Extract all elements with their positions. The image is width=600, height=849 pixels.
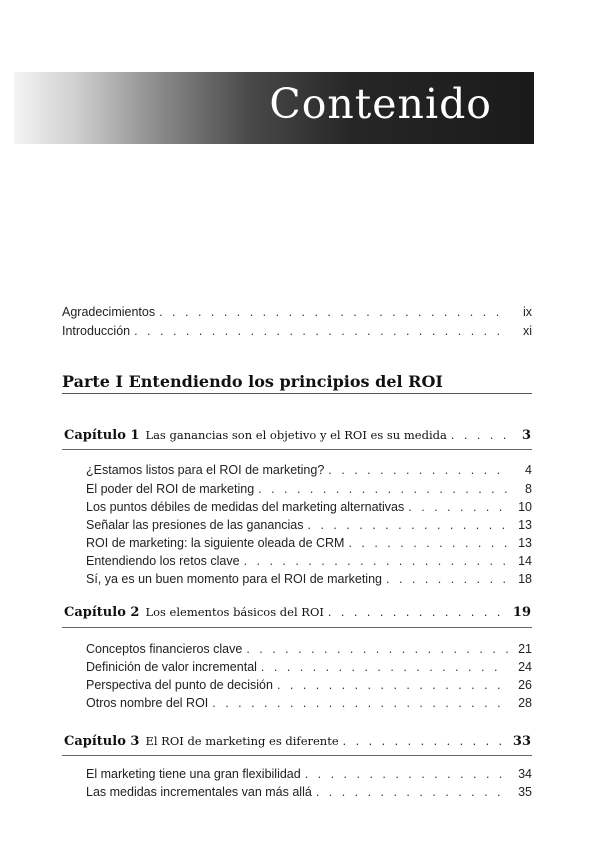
section-title: Sí, ya es un buen momento para el ROI de marketing xyxy=(86,572,382,586)
dot-leader xyxy=(408,500,508,514)
dot-leader xyxy=(343,735,507,748)
toc-section xyxy=(86,660,532,674)
section-page: 13 xyxy=(518,536,532,550)
toc-entry-acknowledgements xyxy=(62,305,532,319)
part-divider xyxy=(62,393,532,394)
chapter-page: 33 xyxy=(512,734,531,749)
dot-leader xyxy=(328,606,507,619)
section-page: 35 xyxy=(518,785,532,799)
chapter-page: 3 xyxy=(521,428,531,443)
chapter-page: 19 xyxy=(512,605,531,620)
section-page: 24 xyxy=(518,660,532,674)
section-title: Conceptos financieros clave xyxy=(86,642,243,656)
section-title: ROI de marketing: la siguiente oleada de CRM xyxy=(86,536,345,550)
page-title: Contenido xyxy=(269,80,492,128)
toc-section xyxy=(86,785,532,799)
chapter-3-heading xyxy=(64,734,531,749)
section-page: 10 xyxy=(518,500,532,514)
dot-leader xyxy=(246,642,508,656)
section-title: ¿Estamos listos para el ROI de marketing? xyxy=(86,463,325,477)
toc-section xyxy=(86,518,532,532)
part-heading: Parte I Entendiendo los principios del ROI xyxy=(62,372,443,391)
section-title: El marketing tiene una gran flexibilidad xyxy=(86,767,301,781)
section-page: 8 xyxy=(525,482,532,496)
toc-section xyxy=(86,767,532,781)
title-banner xyxy=(14,72,534,144)
section-page: 13 xyxy=(518,518,532,532)
toc-section xyxy=(86,500,532,514)
section-title: Perspectiva del punto de decisión xyxy=(86,678,273,692)
dot-leader xyxy=(261,660,508,674)
toc-section xyxy=(86,482,532,496)
toc-entry-introduction xyxy=(62,324,532,338)
toc-section xyxy=(86,536,532,550)
dot-leader xyxy=(308,518,509,532)
section-title: Otros nombre del ROI xyxy=(86,696,209,710)
chapter-number: Capítulo 2 xyxy=(64,605,140,620)
chapter-number: Capítulo 3 xyxy=(64,734,140,749)
toc-entry-title: Introducción xyxy=(62,324,131,338)
chapter-title: Los elementos básicos del ROI xyxy=(145,605,324,619)
chapter-title: El ROI de marketing es diferente xyxy=(145,734,339,748)
dot-leader xyxy=(348,536,508,550)
chapter-title: Las ganancias son el objetivo y el ROI es su medida xyxy=(145,428,447,442)
dot-leader xyxy=(212,696,508,710)
chapter-2-heading xyxy=(64,605,531,620)
toc-section xyxy=(86,572,532,586)
chapter-number: Capítulo 1 xyxy=(64,428,140,443)
section-page: 14 xyxy=(518,554,532,568)
section-page: 34 xyxy=(518,767,532,781)
dot-leader xyxy=(386,572,508,586)
chapter-divider xyxy=(62,627,532,628)
dot-leader xyxy=(244,554,508,568)
toc-section xyxy=(86,554,532,568)
dot-leader xyxy=(134,324,508,338)
toc-section xyxy=(86,463,532,477)
toc-section xyxy=(86,678,532,692)
section-title: El poder del ROI de marketing xyxy=(86,482,255,496)
dot-leader xyxy=(258,482,508,496)
section-title: Los puntos débiles de medidas del marketing alternativas xyxy=(86,500,405,514)
section-title: Señalar las presiones de las ganancias xyxy=(86,518,304,532)
section-title: Las medidas incrementales van más allá xyxy=(86,785,312,799)
chapter-divider xyxy=(62,449,532,450)
section-page: 28 xyxy=(518,696,532,710)
toc-entry-page: xi xyxy=(522,324,532,338)
dot-leader xyxy=(316,785,508,799)
toc-section xyxy=(86,696,532,710)
chapter-1-heading xyxy=(64,428,531,443)
section-title: Entendiendo los retos clave xyxy=(86,554,240,568)
section-page: 18 xyxy=(518,572,532,586)
chapter-divider xyxy=(62,755,532,756)
section-page: 21 xyxy=(518,642,532,656)
section-title: Definición de valor incremental xyxy=(86,660,257,674)
dot-leader xyxy=(277,678,508,692)
section-page: 4 xyxy=(525,463,532,477)
dot-leader xyxy=(328,463,508,477)
dot-leader xyxy=(305,767,508,781)
dot-leader xyxy=(159,305,508,319)
dot-leader xyxy=(451,429,507,442)
section-page: 26 xyxy=(518,678,532,692)
toc-section xyxy=(86,642,532,656)
toc-entry-page: ix xyxy=(522,305,532,319)
toc-entry-title: Agradecimientos xyxy=(62,305,156,319)
